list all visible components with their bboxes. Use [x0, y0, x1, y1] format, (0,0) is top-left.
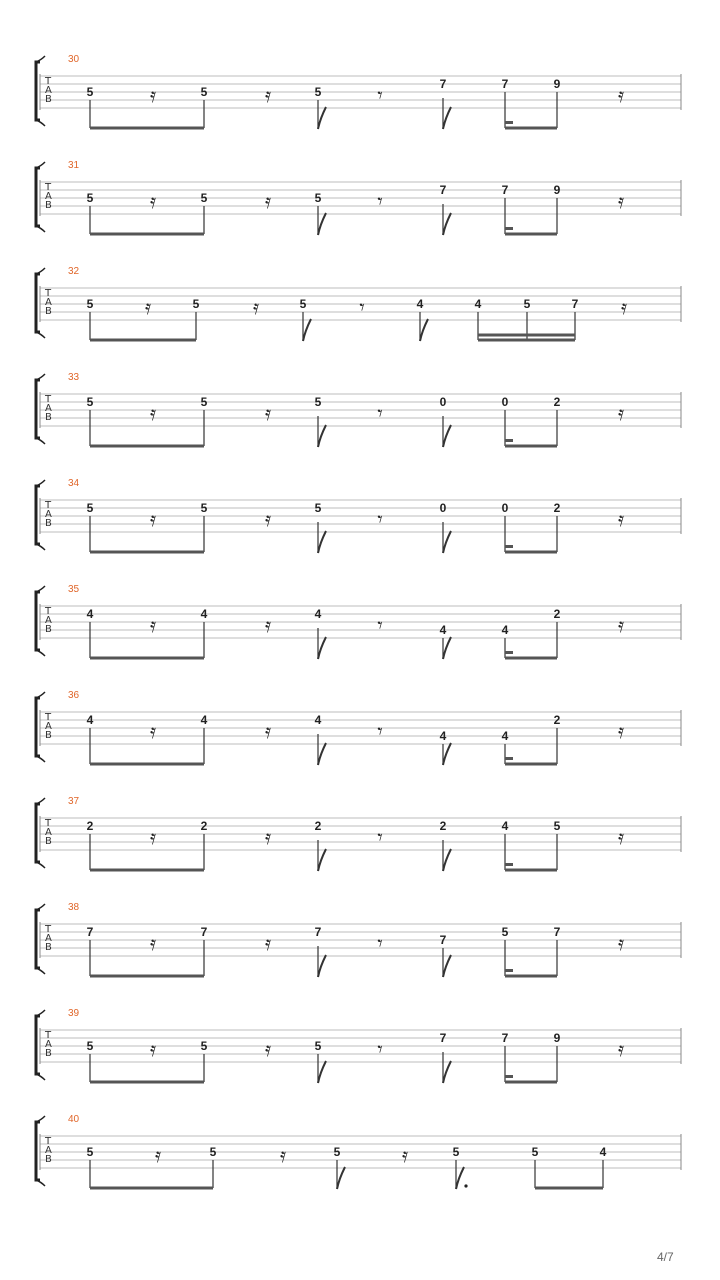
sixteenth-rest: 𝄿 [264, 507, 272, 531]
sixteenth-rest: 𝄿 [264, 1037, 272, 1061]
system-bracket [36, 698, 40, 756]
fret-number: 5 [200, 191, 208, 205]
fret-number: 0 [501, 395, 509, 409]
bracket-hook-top [36, 692, 45, 698]
fret-number: 7 [200, 925, 208, 939]
tab-clef-letter: A [45, 933, 52, 944]
fret-number: 5 [200, 395, 208, 409]
beam [505, 127, 557, 130]
note-flag [337, 1167, 345, 1189]
eighth-rest: 𝄾 [377, 189, 383, 213]
fret-number: 5 [314, 85, 322, 99]
measure-number: 39 [68, 1008, 80, 1019]
fret-number: 5 [299, 297, 307, 311]
fret-number: 9 [553, 77, 561, 91]
sixteenth-rest: 𝄿 [264, 83, 272, 107]
tab-clef-letter: A [45, 191, 52, 202]
beam [90, 657, 204, 660]
note-flag [318, 425, 326, 447]
beam [505, 657, 557, 660]
tab-system [36, 478, 681, 554]
measure-number: 34 [68, 478, 80, 489]
sixteenth-rest: 𝄿 [401, 1143, 409, 1167]
fret-number: 4 [501, 729, 509, 743]
fret-number: 0 [439, 395, 447, 409]
system-bracket [36, 592, 40, 650]
eighth-rest: 𝄾 [377, 613, 383, 637]
sixteenth-rest: 𝄿 [144, 295, 152, 319]
fret-number: 4 [439, 623, 447, 637]
tab-clef-letter: B [45, 94, 52, 105]
fret-number: 2 [439, 819, 447, 833]
fret-number: 0 [439, 501, 447, 515]
fret-number: 5 [86, 1145, 94, 1159]
sixteenth-rest: 𝄿 [264, 931, 272, 955]
sixteenth-rest: 𝄿 [149, 83, 157, 107]
fret-number: 4 [200, 713, 208, 727]
fret-number: 2 [553, 395, 561, 409]
tab-system [36, 1114, 681, 1190]
tab-system [36, 160, 681, 236]
sixteenth-rest: 𝄿 [617, 613, 625, 637]
tab-clef-letter: T [45, 924, 52, 935]
tab-system [36, 266, 681, 342]
fret-number: 2 [553, 713, 561, 727]
fret-number: 2 [314, 819, 322, 833]
fret-number: 7 [439, 183, 447, 197]
bracket-hook-top [36, 374, 45, 380]
sixteenth-rest: 𝄿 [149, 613, 157, 637]
sixteenth-rest: 𝄿 [617, 83, 625, 107]
note-flag [443, 107, 451, 129]
bracket-hook-bottom [36, 862, 45, 868]
fret-number: 4 [200, 607, 208, 621]
sixteenth-rest: 𝄿 [264, 189, 272, 213]
tab-system [36, 1008, 681, 1084]
fret-number: 4 [501, 623, 509, 637]
fret-number: 5 [553, 819, 561, 833]
system-bracket [36, 168, 40, 226]
beam [90, 763, 204, 766]
tab-clef-letter: B [45, 1154, 52, 1165]
tab-system [36, 796, 681, 872]
beam [90, 1081, 204, 1084]
fret-number: 4 [501, 819, 509, 833]
fret-number: 2 [86, 819, 94, 833]
bracket-hook-top [36, 480, 45, 486]
bracket-hook-top [36, 904, 45, 910]
fret-number: 2 [553, 607, 561, 621]
note-flag [443, 955, 451, 977]
tab-system [36, 902, 681, 978]
tab-clef-letter: A [45, 721, 52, 732]
sixteenth-rest: 𝄿 [264, 401, 272, 425]
measure-number: 33 [68, 372, 80, 383]
tab-clef-letter: T [45, 182, 52, 193]
fret-number: 9 [553, 1031, 561, 1045]
measure-number: 36 [68, 690, 80, 701]
fret-number: 4 [314, 607, 322, 621]
fret-number: 5 [314, 501, 322, 515]
sixteenth-rest: 𝄿 [617, 825, 625, 849]
measure-number: 30 [68, 54, 80, 65]
fret-number: 5 [86, 395, 94, 409]
note-flag [443, 425, 451, 447]
beam-partial [505, 121, 513, 124]
note-flag [318, 1061, 326, 1083]
note-flag [456, 1167, 464, 1189]
sixteenth-rest: 𝄿 [154, 1143, 162, 1167]
system-bracket [36, 380, 40, 438]
fret-number: 7 [501, 77, 509, 91]
beam-partial [505, 651, 513, 654]
tab-clef-letter: B [45, 518, 52, 529]
bracket-hook-bottom [36, 438, 45, 444]
fret-number: 7 [553, 925, 561, 939]
sixteenth-rest: 𝄿 [149, 931, 157, 955]
bracket-hook-top [36, 162, 45, 168]
note-flag [303, 319, 311, 341]
tab-system [36, 584, 681, 660]
tab-clef-letter: B [45, 306, 52, 317]
measure-number: 40 [68, 1114, 80, 1125]
note-flag [443, 743, 451, 765]
tab-system [36, 372, 681, 448]
fret-number: 4 [416, 297, 424, 311]
fret-number: 5 [314, 395, 322, 409]
tab-clef-letter: B [45, 412, 52, 423]
tab-system [36, 54, 681, 130]
fret-number: 5 [86, 297, 94, 311]
eighth-rest: 𝄾 [359, 295, 365, 319]
beam [505, 233, 557, 236]
fret-number: 5 [501, 925, 509, 939]
bracket-hook-top [36, 1116, 45, 1122]
tab-clef-letter: B [45, 624, 52, 635]
eighth-rest: 𝄾 [377, 825, 383, 849]
tab-clef-letter: B [45, 730, 52, 741]
note-flag [318, 743, 326, 765]
note-flag [318, 213, 326, 235]
beam [90, 339, 196, 342]
tab-clef-letter: A [45, 1145, 52, 1156]
fret-number: 7 [314, 925, 322, 939]
sixteenth-rest: 𝄿 [264, 825, 272, 849]
beam [505, 1081, 557, 1084]
eighth-rest: 𝄾 [377, 507, 383, 531]
sixteenth-rest: 𝄿 [149, 719, 157, 743]
note-flag [443, 213, 451, 235]
beam-partial [505, 545, 513, 548]
sixteenth-rest: 𝄿 [617, 507, 625, 531]
beam-partial [505, 227, 513, 230]
fret-number: 7 [439, 1031, 447, 1045]
measure-number: 32 [68, 266, 80, 277]
beam [535, 1187, 603, 1190]
fret-number: 5 [86, 191, 94, 205]
tab-clef-letter: T [45, 606, 52, 617]
beam-secondary [478, 334, 575, 337]
beam [505, 551, 557, 554]
bracket-hook-top [36, 268, 45, 274]
eighth-rest: 𝄾 [377, 83, 383, 107]
note-flag [318, 849, 326, 871]
beam-partial [505, 757, 513, 760]
beam-partial [505, 969, 513, 972]
tab-clef-letter: B [45, 942, 52, 953]
beam [90, 551, 204, 554]
system-bracket [36, 274, 40, 332]
system-bracket [36, 486, 40, 544]
sixteenth-rest: 𝄿 [149, 507, 157, 531]
fret-number: 4 [439, 729, 447, 743]
tab-clef-letter: A [45, 827, 52, 838]
beam [505, 869, 557, 872]
tab-clef-letter: T [45, 818, 52, 829]
beam-partial [505, 1075, 513, 1078]
fret-number: 5 [333, 1145, 341, 1159]
beam [90, 1187, 213, 1190]
bracket-hook-bottom [36, 332, 45, 338]
sixteenth-rest: 𝄿 [617, 931, 625, 955]
tab-clef-letter: A [45, 1039, 52, 1050]
beam [90, 233, 204, 236]
tab-clef-letter: B [45, 200, 52, 211]
system-bracket [36, 910, 40, 968]
tab-clef-letter: T [45, 288, 52, 299]
tab-clef-letter: A [45, 297, 52, 308]
bracket-hook-top [36, 56, 45, 62]
note-flag [443, 637, 451, 659]
beam-partial [505, 439, 513, 442]
beam [90, 127, 204, 130]
bracket-hook-bottom [36, 120, 45, 126]
fret-number: 5 [86, 85, 94, 99]
fret-number: 5 [523, 297, 531, 311]
note-flag [318, 107, 326, 129]
tab-clef-letter: T [45, 76, 52, 87]
fret-number: 7 [86, 925, 94, 939]
system-bracket [36, 1016, 40, 1074]
bracket-hook-top [36, 586, 45, 592]
eighth-rest: 𝄾 [377, 931, 383, 955]
measure-number: 37 [68, 796, 80, 807]
fret-number: 5 [314, 1039, 322, 1053]
bracket-hook-bottom [36, 968, 45, 974]
fret-number: 2 [553, 501, 561, 515]
beam [90, 445, 204, 448]
bracket-hook-top [36, 1010, 45, 1016]
tab-clef-letter: T [45, 712, 52, 723]
note-flag [420, 319, 428, 341]
fret-number: 5 [209, 1145, 217, 1159]
beam [505, 763, 557, 766]
fret-number: 5 [192, 297, 200, 311]
sixteenth-rest: 𝄿 [264, 613, 272, 637]
fret-number: 2 [200, 819, 208, 833]
tab-clef-letter: A [45, 403, 52, 414]
fret-number: 4 [314, 713, 322, 727]
system-bracket [36, 62, 40, 120]
tab-clef-letter: B [45, 1048, 52, 1059]
bracket-hook-bottom [36, 544, 45, 550]
fret-number: 5 [200, 501, 208, 515]
sixteenth-rest: 𝄿 [149, 401, 157, 425]
fret-number: 5 [452, 1145, 460, 1159]
bracket-hook-top [36, 798, 45, 804]
fret-number: 4 [86, 607, 94, 621]
beam-partial [505, 863, 513, 866]
system-bracket [36, 804, 40, 862]
sixteenth-rest: 𝄿 [252, 295, 260, 319]
sixteenth-rest: 𝄿 [617, 719, 625, 743]
beam [478, 339, 575, 342]
note-flag [318, 637, 326, 659]
note-flag [443, 849, 451, 871]
fret-number: 7 [501, 183, 509, 197]
note-flag [318, 955, 326, 977]
fret-number: 7 [439, 77, 447, 91]
note-flag [443, 531, 451, 553]
sixteenth-rest: 𝄿 [149, 189, 157, 213]
sixteenth-rest: 𝄿 [617, 1037, 625, 1061]
beam [90, 975, 204, 978]
fret-number: 0 [501, 501, 509, 515]
fret-number: 4 [86, 713, 94, 727]
fret-number: 5 [86, 501, 94, 515]
system-bracket [36, 1122, 40, 1180]
sixteenth-rest: 𝄿 [620, 295, 628, 319]
fret-number: 5 [200, 85, 208, 99]
fret-number: 5 [86, 1039, 94, 1053]
bracket-hook-bottom [36, 1180, 45, 1186]
fret-number: 4 [474, 297, 482, 311]
beam [90, 869, 204, 872]
sixteenth-rest: 𝄿 [264, 719, 272, 743]
beam [505, 445, 557, 448]
measure-number: 35 [68, 584, 80, 595]
measure-number: 31 [68, 160, 80, 171]
beam [505, 975, 557, 978]
page-number: 4/7 [657, 1250, 674, 1264]
tab-clef-letter: A [45, 85, 52, 96]
bracket-hook-bottom [36, 650, 45, 656]
sixteenth-rest: 𝄿 [279, 1143, 287, 1167]
sixteenth-rest: 𝄿 [149, 1037, 157, 1061]
fret-number: 7 [439, 933, 447, 947]
note-flag [318, 531, 326, 553]
note-flag [443, 1061, 451, 1083]
eighth-rest: 𝄾 [377, 401, 383, 425]
tab-clef-letter: T [45, 1030, 52, 1041]
tab-clef-letter: A [45, 509, 52, 520]
fret-number: 7 [571, 297, 579, 311]
bracket-hook-bottom [36, 226, 45, 232]
tab-clef-letter: T [45, 500, 52, 511]
augmentation-dot [464, 1184, 467, 1187]
sixteenth-rest: 𝄿 [149, 825, 157, 849]
fret-number: 5 [200, 1039, 208, 1053]
tab-system [36, 690, 681, 766]
sixteenth-rest: 𝄿 [617, 401, 625, 425]
tab-clef-letter: A [45, 615, 52, 626]
bracket-hook-bottom [36, 756, 45, 762]
measure-number: 38 [68, 902, 80, 913]
tab-clef-letter: T [45, 1136, 52, 1147]
sixteenth-rest: 𝄿 [617, 189, 625, 213]
fret-number: 5 [314, 191, 322, 205]
tab-clef-letter: B [45, 836, 52, 847]
fret-number: 4 [599, 1145, 607, 1159]
tab-clef-letter: T [45, 394, 52, 405]
fret-number: 5 [531, 1145, 539, 1159]
eighth-rest: 𝄾 [377, 719, 383, 743]
fret-number: 7 [501, 1031, 509, 1045]
bracket-hook-bottom [36, 1074, 45, 1080]
fret-number: 9 [553, 183, 561, 197]
eighth-rest: 𝄾 [377, 1037, 383, 1061]
